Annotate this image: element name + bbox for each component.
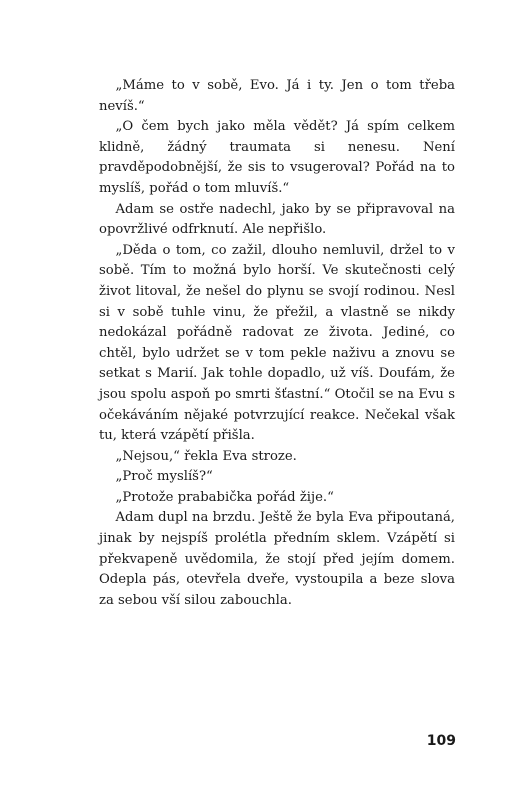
paragraph: „O čem bych jako měla vědět? Já spím celkem klidně, žádný traumata si nenesu. Není pravděpodobnější, že sis to vsugeroval? Pořád na to myslíš, pořád o tom mluvíš.“	[99, 119, 455, 196]
page-number: 109	[426, 733, 456, 749]
paragraph: „Protože prababička pořád žije.“	[115, 489, 334, 505]
paragraph: Adam se ostře nadechl, jako by se připravoval na opovržlivé odfrknutí. Ale nepřišlo.	[99, 201, 455, 238]
paragraph: Adam dupl na brzdu. Ještě že byla Eva připoutaná, jinak by nejspíš prolétla předním sklem. Vzápětí si překvapeně uvědomila, že stojí před jejím domem. Odepla pás, otevřela dveře, vystoupila a beze slova za sebou vší silou zabouchla.	[99, 510, 455, 608]
paragraph: „Proč myslíš?“	[115, 469, 213, 485]
body-text	[99, 76, 455, 611]
paragraph: „Nejsou,“ řekla Eva stroze.	[115, 448, 297, 464]
paragraph: „Děda o tom, co zažil, dlouho nemluvil, držel to v sobě. Tím to možná bylo horší. Ve skutečnosti celý život litoval, že nešel do plynu se svojí rodinou. Nesl si v sobě tuhle vinu, že přežil, a vlastně se nikdy nedokázal pořádně radovat ze života. Jediné, co chtěl, bylo udržet se v tom pekle naživu a znovu se setkat s Marií. Jak tohle dopadlo, už víš. Doufám, že jsou spolu aspoň po smrti šťastní.“ Otočil se na Evu s očekáváním nějaké potvrzující reakce. Nečekal však tu, která vzápětí přišla.	[99, 242, 455, 444]
paragraph: „Máme to v sobě, Evo. Já i ty. Jen o tom třeba nevíš.“	[99, 78, 455, 114]
